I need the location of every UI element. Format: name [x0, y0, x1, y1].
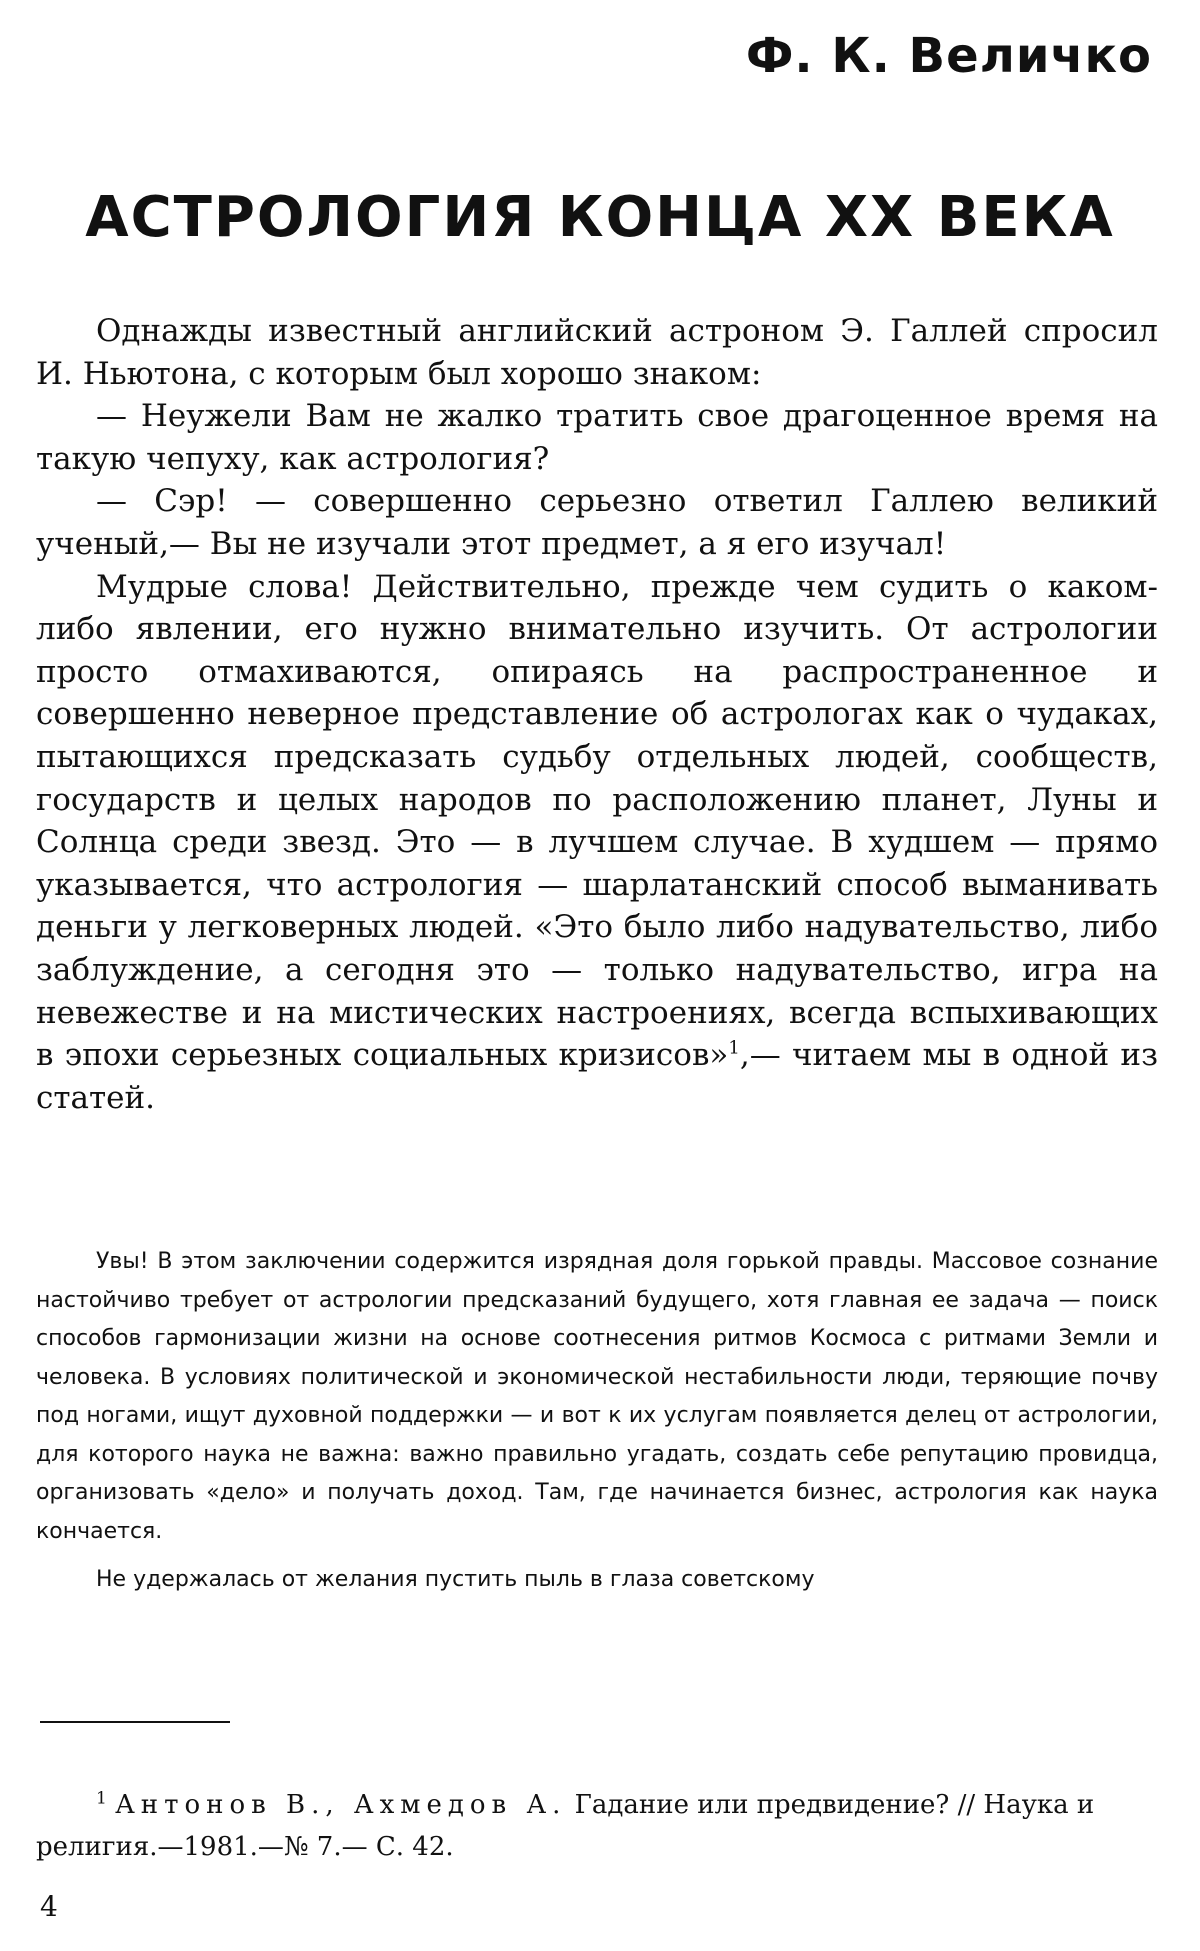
paragraph-1: Однажды известный английский астроном Э. Галлей спросил И. Ньютона, с которым был хорошо знаком:	[36, 313, 1158, 392]
paragraph-2: — Неужели Вам не жалко тратить свое драгоценное время на такую чепуху, как астрология?	[36, 398, 1158, 477]
footnote-divider	[40, 1721, 230, 1723]
footnote-number: 1	[96, 1788, 107, 1809]
paragraph-4-text: Мудрые слова! Действительно, прежде чем судить о каком-либо явлении, его нужно внимательно изучить. От астрологии просто отмахиваются, опираясь на распространенное и совершенно неверное представление об астрологах как о чудаках, пытающихся предсказать судьбу отдельных людей, сообществ, государств и целых народов по расположению планет, Луны и Солнца среди звезд. Это — в лучшем случае. В худшем — прямо указывается, что астрология — шарлатанский способ выманивать деньги у легковерных людей. «Это было либо надувательство, либо заблуждение, а сегодня это — только надувательство, игра на невежестве и на мистических настроениях, всегда вспыхивающих в эпохи серьезных социальных кризисов»	[36, 568, 1158, 1074]
footnote-authors: Антонов В., Ахмедов А.	[115, 1790, 567, 1820]
footnote-source: Гадание или предвидение? // Наука и религия.—1981.—№ 7.— С. 42.	[36, 1790, 1095, 1862]
small-paragraph-2: Не удержалась от желания пустить пыль в глаза советскому	[96, 1567, 815, 1592]
article-title: АСТРОЛОГИЯ КОНЦА XX ВЕКА	[85, 185, 1115, 250]
footnote-reference: 1	[728, 1037, 740, 1059]
small-paragraph-1: Увы! В этом заключении содержится изрядная доля горькой правды. Массовое сознание настойчиво требует от астрологии предсказаний будущего, хотя главная ее задача — поиск способов гармонизации жизни на основе соотнесения ритмов Космоса с ритмами Земли и человека. В условиях политической и экономической нестабильности люди, теряющие почву под ногами, ищут духовной поддержки — и вот к их услугам появляется делец от астрологии, для которого наука не важна: важно правильно угадать, создать себе репутацию провидца, организовать «дело» и получать доход. Там, где начинается бизнес, астрология как наука кончается.	[36, 1249, 1158, 1544]
paragraph-4-tail: ,— читаем мы в одной из статей.	[36, 1037, 1158, 1116]
paragraph-3: — Сэр! — совершенно серьезно ответил Галлею великий ученый,— Вы не изучали этот предмет, а я его изучал!	[36, 483, 1158, 562]
small-print-text	[36, 1243, 1158, 1600]
paragraph-4	[36, 566, 1158, 1120]
page-number: 4	[40, 1890, 58, 1923]
footnote	[36, 1784, 1158, 1868]
main-text	[36, 310, 1158, 1119]
author-name: Ф. К. Величко	[745, 28, 1152, 84]
